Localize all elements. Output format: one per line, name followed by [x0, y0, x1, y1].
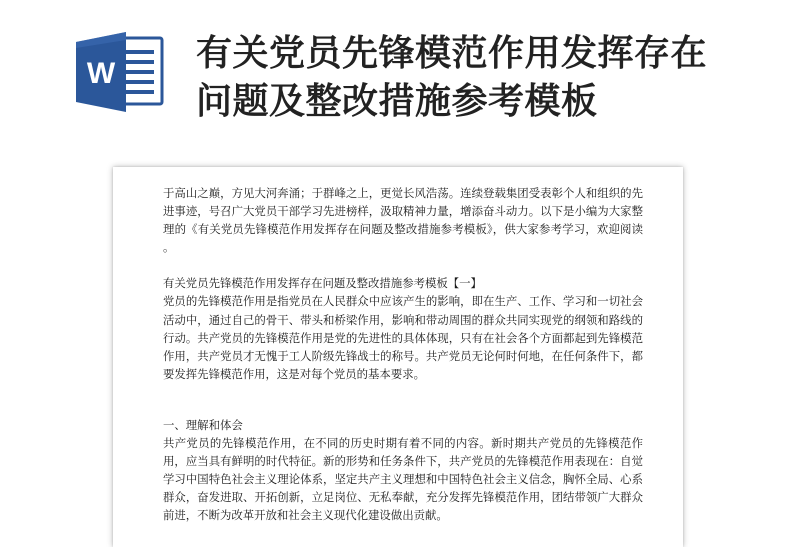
word-document-icon — [74, 30, 166, 114]
title-line-1: 有关党员先锋模范作用发挥存在 — [196, 33, 708, 74]
word-icon-letter: W — [86, 57, 116, 90]
body-paragraph: 党员的先锋模范作用是指党员在人民群众中应该产生的影响，即在生产、工作、学习和一切社会活动中，通过自己的骨干、带头和桥梁作用，影响和带动周围的群众共同实现党的纲领和路线的行动。共产党员的先锋模范作用是党的先进性的具体体现，只有在社会各个方面都起到先锋模范作用，共产党员才无愧于工人阶级先锋战士的称号。共产党员无论何时何地，在任何条件下，都要发挥先锋模范作用，这是对每个党员的基本要求。 — [163, 294, 643, 381]
subsection-heading: 一、理解和体会 — [163, 417, 243, 432]
paragraph-gap — [163, 383, 643, 416]
intro-paragraph: 于高山之巅，方见大河奔涌；于群峰之上，更觉长风浩荡。连续登载集团受表彰个人和组织的先进事迹，号召广大党员干部学习先进榜样，汲取精神力量，增添奋斗动力。以下是小编为大家整理的《有关党员先锋模范作用发挥存在问题及整改措施参考模板》，供大家参考学习，欢迎阅读 。 — [163, 186, 643, 255]
title-line-2: 问题及整改措施参考模板 — [196, 81, 598, 122]
body-paragraph: 共产党员的先锋模范作用，在不同的历史时期有着不同的内容。新时期共产党员的先锋模范作用，应当具有鲜明的时代特征。新的形势和任务条件下，共产党员的先锋模范作用表现在：自觉学习中国特色社会主义理论体系，坚定共产主义理想和中国特色社会主义信念，胸怀全局、心系群众，奋发进取、开拓创新，立足岗位、无私奉献，充分发挥先锋模范作用，团结带领广大群众前进，不断为改革开放和社会主义现代化建设做出贡献。 — [163, 436, 643, 523]
paragraph-gap — [163, 256, 643, 274]
section-heading: 有关党员先锋模范作用发挥存在问题及整改措施参考模板【一】 — [163, 276, 482, 291]
document-page-preview — [113, 167, 683, 547]
document-body — [163, 184, 643, 525]
header — [0, 0, 800, 160]
page-title — [196, 30, 776, 126]
